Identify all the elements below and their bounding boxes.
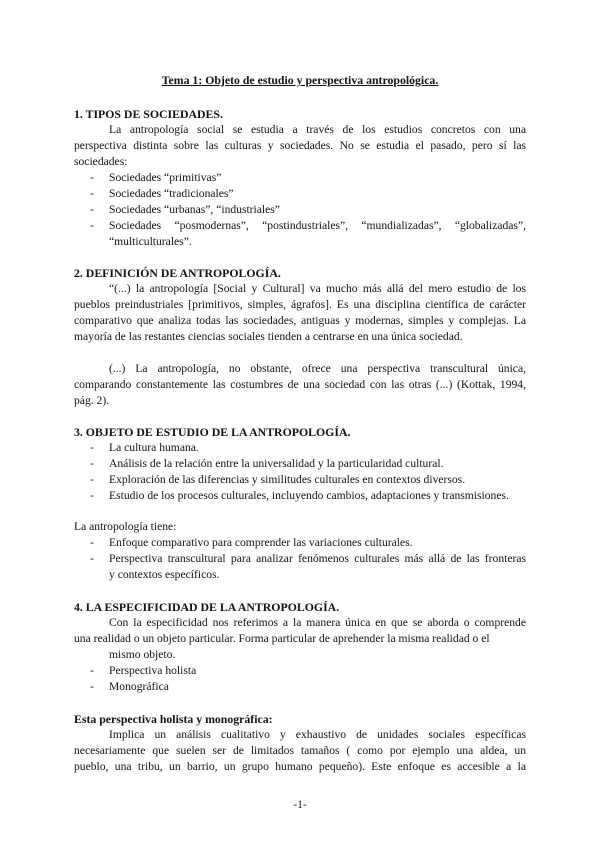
list-item: Análisis de la relación entre la universalidad y la particularidad cultural. <box>109 457 444 470</box>
page-number: -1- <box>293 798 307 811</box>
paragraph-line: necesariamente que suelen ser de limitados tamaños ( como por ejemplo una aldea, un <box>74 744 526 757</box>
paragraph-line: una realidad o un objeto particular. Forma particular de aprehender la misma realidad o el <box>74 632 490 645</box>
bullet-dash: - <box>90 473 94 486</box>
list-item: La cultura humana. <box>109 441 199 454</box>
paragraph-line: sociedades: <box>74 155 128 168</box>
section-3-heading: 3. OBJETO DE ESTUDIO DE LA ANTROPOLOGÍA. <box>74 425 351 439</box>
paragraph-line: comparativo que analiza todas las sociedades, antiguas y modernas, simples y complejas. La <box>74 314 526 327</box>
paragraph-line: Implica un análisis cualitativo y exhaustivo de unidades sociales específicas <box>109 728 526 741</box>
list-item: Perspectiva transcultural para analizar fenómenos culturales más allá de las fronteras <box>109 552 526 565</box>
bullet-dash: - <box>90 219 94 232</box>
paragraph-line: mismo objeto. <box>109 648 176 661</box>
paragraph-line: (...) La antropología, no obstante, ofrece una perspectiva transcultural única, <box>109 362 526 375</box>
paragraph-line: mayoría de las restantes ciencias sociales tienden a centrarse en una única sociedad. <box>74 330 463 343</box>
paragraph-line: pág. 2). <box>74 394 110 407</box>
list-item: Perspectiva holista <box>109 664 197 677</box>
bullet-dash: - <box>90 441 94 454</box>
bullet-dash: - <box>90 187 94 200</box>
paragraph-line: Con la especificidad nos referimos a la manera única en que se aborda o comprende <box>109 616 526 629</box>
bullet-dash: - <box>90 552 94 565</box>
list-item: Monográfica <box>109 680 169 693</box>
list-item: Estudio de los procesos culturales, incluyendo cambios, adaptaciones y transmisiones. <box>109 489 509 502</box>
bullet-dash: - <box>90 664 94 677</box>
list-item: “multiculturales”. <box>109 235 192 248</box>
paragraph-line: pueblos preindustriales [primitivos, simples, ágrafos]. Es una disciplina científica de carácter <box>74 298 526 311</box>
list-item: Exploración de las diferencias y similitudes culturales en contextos diversos. <box>109 473 466 486</box>
list-item: Enfoque comparativo para comprender las variaciones culturales. <box>109 536 413 549</box>
bullet-dash: - <box>90 489 94 502</box>
list-item: Sociedades “posmodernas”, “postindustriales”, “mundializadas”, “globalizadas”, <box>109 219 526 232</box>
document-title: Tema 1: Objeto de estudio y perspectiva antropológica. <box>161 73 439 87</box>
bullet-dash: - <box>90 203 94 216</box>
bullet-dash: - <box>90 171 94 184</box>
paragraph-line: perspectiva distinta sobre las culturas y sociedades. No se estudia el pasado, pero sí las <box>74 139 526 152</box>
section-4-heading: 4. LA ESPECIFICIDAD DE LA ANTROPOLOGÍA. <box>74 600 340 614</box>
list-item: Sociedades “tradicionales” <box>109 187 234 200</box>
paragraph-line: comparando constantemente las costumbres de una sociedad con las otras (...) (Kottak, 1994, <box>74 378 526 391</box>
paragraph-line: “(...) la antropología [Social y Cultural] va mucho más allá del mero estudio de los <box>109 282 526 295</box>
section-1-heading: 1. TIPOS DE SOCIEDADES. <box>74 107 223 121</box>
paragraph-line: pueblo, una tribu, un barrio, un grupo humano pequeño). Este enfoque es accesible a la <box>74 760 526 773</box>
subsection-heading: Esta perspectiva holista y monográfica: <box>74 712 273 726</box>
paragraph-line: La antropología tiene: <box>74 520 177 533</box>
list-item: Sociedades “urbanas”, “industriales” <box>109 203 280 216</box>
list-item: Sociedades “primitivas” <box>109 171 222 184</box>
bullet-dash: - <box>90 680 94 693</box>
section-2-heading: 2. DEFINICIÓN DE ANTROPOLOGÍA. <box>74 266 281 280</box>
bullet-dash: - <box>90 457 94 470</box>
list-item: y contextos específicos. <box>109 568 220 581</box>
bullet-dash: - <box>90 536 94 549</box>
paragraph-line: La antropología social se estudia a través de los estudios concretos con una <box>109 123 526 136</box>
